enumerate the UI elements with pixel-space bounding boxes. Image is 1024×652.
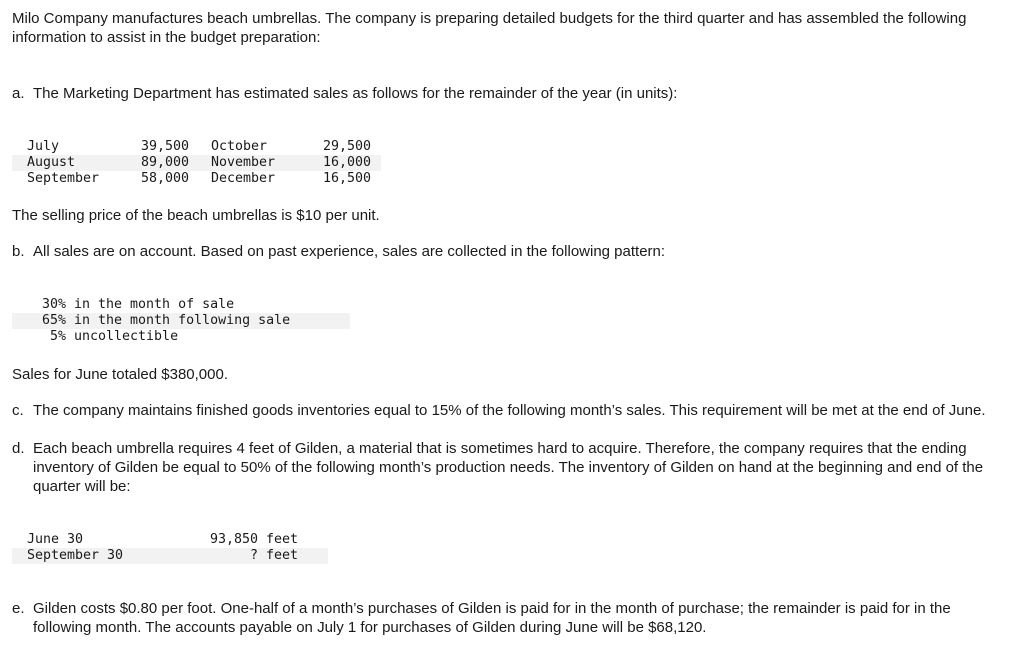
unit-cell: feet [266, 532, 299, 547]
amount-cell: 93,850 [209, 532, 258, 547]
table-row [12, 171, 381, 187]
table-row [12, 532, 328, 548]
collection-pattern-table [12, 297, 350, 345]
item-d [12, 439, 1002, 496]
table-row [12, 313, 350, 329]
item-a-text: The Marketing Department has estimated sales as follows for the remainder of the year (in units): [33, 85, 678, 102]
item-c-label: c. [12, 402, 24, 419]
month-cell: August [27, 155, 131, 171]
units-cell: 39,500 [140, 139, 189, 154]
table-row [12, 329, 350, 345]
amount-cell: ? [205, 548, 258, 564]
june-sales-text: Sales for June totaled $380,000. [12, 366, 228, 383]
units-cell: 16,500 [322, 171, 371, 186]
description-cell: uncollectible [74, 329, 179, 344]
month-cell: November [211, 155, 297, 171]
percent-cell: 5% [49, 329, 66, 344]
table-row [12, 139, 381, 155]
date-cell: June 30 [27, 532, 84, 547]
gilden-inventory-table [12, 532, 328, 564]
item-c-text: The company maintains finished goods inventories equal to 15% of the following month’s sales. This requirement will be met at the end of June. [33, 402, 986, 419]
month-cell: October [211, 139, 268, 154]
month-cell: December [211, 171, 276, 186]
description-cell: in the month following sale [74, 313, 350, 329]
percent-cell: 65% [12, 313, 66, 329]
item-d-text: Each beach umbrella requires 4 feet of Gilden, a material that is sometimes hard to acquire. Therefore, the company requires that the ending inventory of Gilden be equal to 50% of the following month’s production needs. The inventory of Gilden on hand at the beginning and end of the quarter will be: [33, 440, 984, 495]
table-row [12, 155, 381, 171]
month-cell: September [27, 171, 100, 186]
percent-cell: 30% [41, 297, 66, 312]
units-cell: 16,000 [297, 155, 371, 171]
units-cell: 58,000 [140, 171, 189, 186]
unit-cell: feet [266, 548, 328, 564]
intro-paragraph: Milo Company manufactures beach umbrellas. The company is preparing detailed budgets for the third quarter and has assembled the following information to assist in the budget preparation: [12, 10, 967, 46]
table-row [12, 297, 350, 313]
item-b [12, 242, 1002, 261]
item-a [12, 84, 1002, 103]
selling-price-text: The selling price of the beach umbrellas is $10 per unit. [12, 207, 380, 224]
month-cell: July [27, 139, 60, 154]
item-e [12, 599, 1002, 637]
item-b-text: All sales are on account. Based on past experience, sales are collected in the following pattern: [33, 243, 666, 260]
item-d-label: d. [12, 440, 25, 457]
item-c [12, 401, 1002, 420]
item-e-label: e. [12, 600, 25, 617]
sales-table [12, 139, 381, 187]
description-cell: in the month of sale [74, 297, 235, 312]
units-cell: 29,500 [322, 139, 371, 154]
table-row [12, 548, 328, 564]
item-e-text: Gilden costs $0.80 per foot. One-half of a month’s purchases of Gilden is paid for in the month of purchase; the remainder is paid for in the following month. The accounts payable on July 1 for purchases of Gilden during June will be $68,120. [33, 600, 951, 636]
date-cell: September 30 [27, 548, 205, 564]
item-a-label: a. [12, 85, 25, 102]
item-b-label: b. [12, 243, 25, 260]
units-cell: 89,000 [131, 155, 189, 171]
